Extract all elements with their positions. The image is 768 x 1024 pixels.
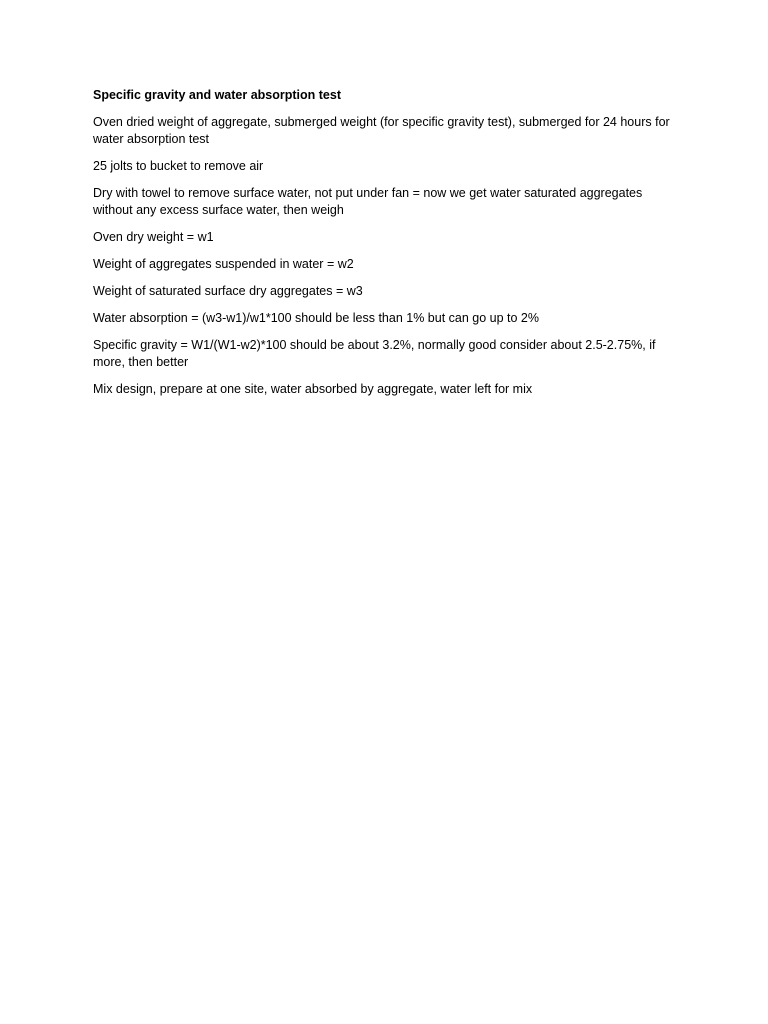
paragraph-w3: Weight of saturated surface dry aggregates = w3 [93,284,363,298]
paragraph-specific-gravity: Specific gravity = W1/(W1-w2)*100 should be about 3.2%, normally good consider about 2.5-2.75%, if more, then better [93,338,656,369]
document-title: Specific gravity and water absorption test [93,88,341,102]
paragraph-w2: Weight of aggregates suspended in water = w2 [93,257,354,271]
paragraph-water-absorption: Water absorption = (w3-w1)/w1*100 should be less than 1% but can go up to 2% [93,311,539,325]
paragraph-w1: Oven dry weight = w1 [93,230,214,244]
paragraph-jolts: 25 jolts to bucket to remove air [93,159,264,173]
paragraph-mix-design: Mix design, prepare at one site, water absorbed by aggregate, water left for mix [93,382,533,396]
document-page [93,87,683,408]
paragraph-procedure: Oven dried weight of aggregate, submerged weight (for specific gravity test), submerged for 24 hours for water absorption test [93,115,670,146]
paragraph-dry-towel: Dry with towel to remove surface water, not put under fan = now we get water saturated aggregates without any excess surface water, then weigh [93,186,643,217]
